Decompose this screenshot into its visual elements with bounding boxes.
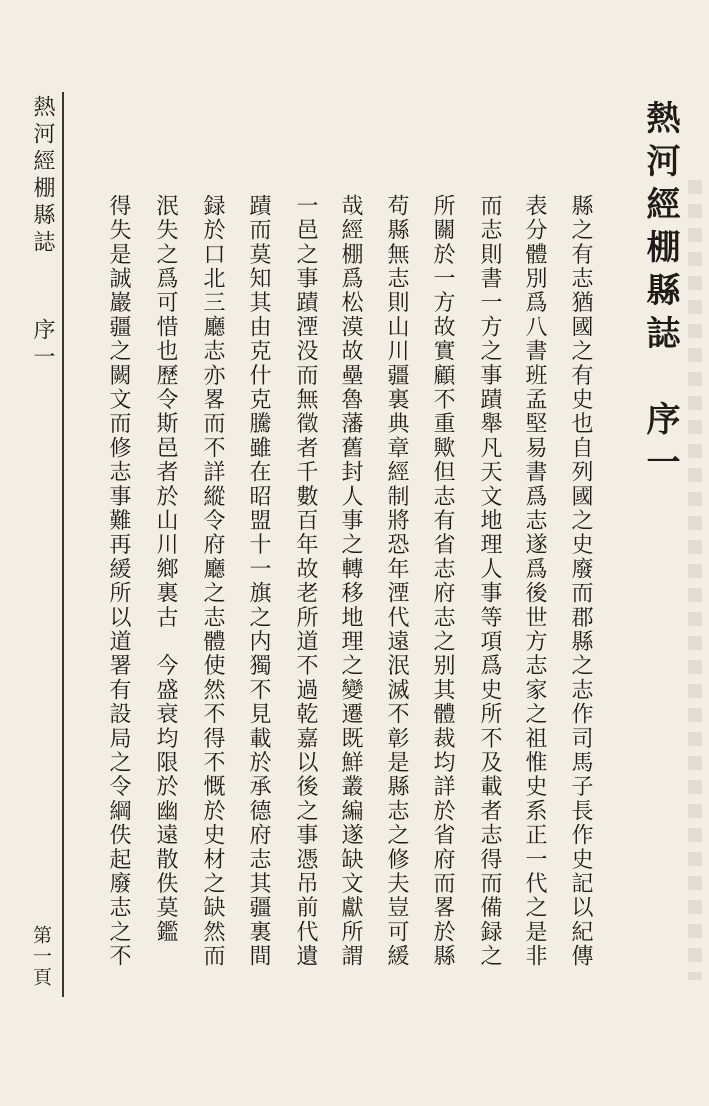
text-column: 而志則書一方之事蹟舉凡天文地理人事等項爲史所不及載者志得而備録之 xyxy=(477,194,502,969)
text-column: 縣之有志猶國之有史也自列國之史廢而郡縣之志作司馬子長作史記以紀傳 xyxy=(568,194,593,969)
text-column: 蹟而莫知其由克什克騰雖在昭盟十一旗之内獨不見載於承德府志其疆裏間 xyxy=(246,194,271,969)
text-column: 泯失之爲可惜也歷令斯邑者於山川鄉裏古 今盛衰均限於幽遠散佚莫鑑 xyxy=(153,194,178,945)
text-column: 表分體別爲八書班孟堅易書爲志遂爲後世方志家之祖惟史系正一代之是非 xyxy=(522,194,547,969)
page-bleed-through xyxy=(688,180,702,980)
margin-section: 序一 xyxy=(30,318,55,372)
text-column: 録於口北三廳志亦畧而不詳縱令府廳之志體使然不得不慨於史材之缺然而 xyxy=(200,194,225,969)
text-column: 一邑之事蹟湮没而無徵者千數百年故老所道不過乾嘉以後之事憑吊前代遺 xyxy=(293,194,318,969)
margin-divider-line xyxy=(62,92,64,997)
text-column: 得失是誠巖疆之闕文而修志事難再緩所以道署有設局之令綱佚起廢志之不 xyxy=(106,194,131,969)
text-column: 苟縣無志則山川疆裏典章經制將恐年湮代遠泯滅不彰是縣志之修夫豈可緩 xyxy=(384,194,409,969)
text-column: 所關於一方故實顧不重歟但志有省志府志之别其體裁均詳於省府而畧於縣 xyxy=(430,194,455,969)
page-number: 第一頁 xyxy=(30,925,52,988)
text-column: 哉經棚爲松漠故壘魯藩舊封人事之轉移地理之變遷既鮮叢編遂缺文獻所謂 xyxy=(338,194,363,969)
page-title: 熱河經棚縣誌 序一 xyxy=(640,100,680,487)
margin-book-title: 熱河經棚縣誌 xyxy=(30,95,55,257)
